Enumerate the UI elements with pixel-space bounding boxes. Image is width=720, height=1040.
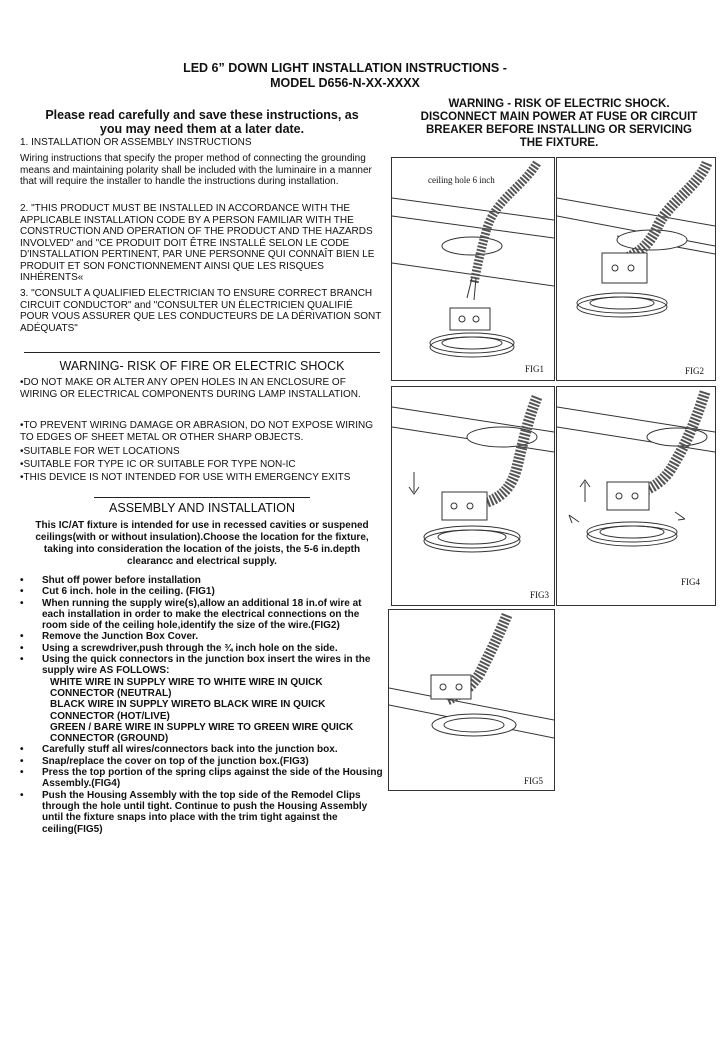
fig2-illustration: [557, 158, 715, 380]
steps-list: [20, 575, 384, 835]
item1-text: Wiring instructions that specify the proper method of connecting the grounding means and maintaining polarity shall be included with the luminaire in a manner that will require the installer to handle the instructions during installation.: [20, 153, 372, 187]
fig1-label: FIG1: [525, 364, 545, 374]
shock-warning-line-4: THE FIXTURE.: [519, 137, 599, 149]
step-item: • Carefully stuff all wires/connectors back into the junction box.: [20, 744, 384, 755]
please-read-note: [20, 108, 384, 136]
fig2-label: FIG2: [685, 366, 705, 376]
divider: [94, 497, 310, 498]
assembly-intro: This IC/AT fixture is intended for use in recessed cavities or suspened ceilings(with or without insulation).Choose the location for the fixture, taking into consideration the location of the joists, the 5-6 in.depth clearancc and electrical supply.: [35, 520, 369, 567]
shock-warning-line-3: BREAKER BEFORE INSTALLING OR SERVICING: [425, 124, 692, 136]
wire-instruction: GREEN / BARE WIRE IN SUPPLY WIRE TO GREEN WIRE QUICK CONNECTOR (GROUND): [50, 721, 354, 745]
fire-warning-bullet: •DO NOT MAKE OR ALTER ANY OPEN HOLES IN AN ENCLOSURE OF WIRING OR ELECTRICAL COMPONENTS DURING LAMP INSTALLATION.: [20, 377, 361, 400]
fig4-label: FIG4: [681, 577, 701, 587]
step-item: • Snap/replace the cover on top of the junction box.(FIG3): [20, 756, 384, 767]
ceiling-hole-note: ceiling hole 6 inch: [428, 175, 495, 185]
fire-warning-bullet: •TO PREVENT WIRING DAMAGE OR ABRASION, DO NOT EXPOSE WIRING TO EDGES OF SHEET METAL OR OTHER SHARP OBJECTS.: [20, 420, 373, 443]
step-item: • Using the quick connectors in the junction box insert the wires in the supply wire AS FOLLOWS:: [20, 654, 384, 677]
shock-warning-line-2: DISCONNECT MAIN POWER AT FUSE OR CIRCUIT: [420, 111, 698, 123]
fire-warning-bullet: •SUITABLE FOR TYPE IC OR SUITABLE FOR TYPE NON-IC: [20, 459, 296, 470]
wire-instruction: WHITE WIRE IN SUPPLY WIRE TO WHITE WIRE IN QUICK CONNECTOR (NEUTRAL): [50, 676, 323, 699]
figure-1: [391, 157, 555, 381]
item3-text: 3. "CONSULT A QUALIFIED ELECTRICIAN TO ENSURE CORRECT BRANCH CIRCUIT CONDUCTOR" and "CONSULTER UN ÉLECTRICIEN QUALIFIÉ POUR VOUS ASSURER QUE LES CONDUCTEURS DE LA DÉRIVATION SONT ADÉQUATS": [20, 288, 382, 334]
shock-warning-line-1: WARNING - RISK OF ELECTRIC SHOCK.: [448, 98, 670, 110]
figure-4: [556, 386, 716, 606]
step-item: • Remove the Junction Box Cover.: [20, 631, 384, 642]
assembly-heading: ASSEMBLY AND INSTALLATION: [109, 501, 295, 515]
please-line-1: Please read carefully and save these instructions, as: [45, 108, 359, 122]
fig3-label: FIG3: [530, 590, 550, 600]
title-line-2: MODEL D656-N-XX-XXXX: [270, 76, 420, 90]
step-item: • When running the supply wire(s),allow an additional 18 in.of wire at each installation in order to make the electrical connections on the room side of the ceiling hole,identify the size of the wire.(FIG2): [20, 598, 384, 632]
wire-instruction: BLACK WIRE IN SUPPLY WIRETO BLACK WIRE IN QUICK CONNECTOR (HOT/LIVE): [50, 699, 326, 722]
figure-2: [556, 157, 716, 381]
item2-text: 2. "THIS PRODUCT MUST BE INSTALLED IN ACCORDANCE WITH THE APPLICABLE INSTALLATION CODE BY A PERSON FAMILIAR WITH THE CONSTRUCTION AND OPERATION OF THE PRODUCT AND THE HAZARDS INVOLVED" and "CE PRODUIT DOIT ÊTRE INSTALLÉ SELON LE CODE D'INSTALLATION PERTINENT, PAR UNE PERSONNE QUI CONNAÎT BIEN LE PRODUIT ET SON FONCTIONNEMENT AINSI QUE LES RISQUES INHÉRENTS«: [20, 203, 375, 283]
fig3-illustration: [392, 387, 554, 605]
figure-3: [391, 386, 555, 606]
figure-5: [388, 609, 555, 791]
item1-title: 1. INSTALLATION OR ASSEMBLY INSTRUCTIONS: [20, 137, 252, 148]
step-item: • Cut 6 inch. hole in the ceiling. (FIG1): [20, 586, 384, 597]
document-title: [0, 61, 690, 91]
step-item: • Press the top portion of the spring clips against the side of the Housing Assembly.(FIG4): [20, 767, 384, 790]
fig5-label: FIG5: [524, 776, 544, 786]
divider: [24, 352, 380, 353]
fig4-illustration: [557, 387, 715, 605]
please-line-2: you may need them at a later date.: [99, 122, 305, 136]
fire-warning-bullet: •THIS DEVICE IS NOT INTENDED FOR USE WITH EMERGENCY EXITS: [20, 472, 351, 483]
fire-warning-heading: WARNING- RISK OF FIRE OR ELECTRIC SHOCK: [59, 359, 345, 373]
step-item: • Shut off power before installation: [20, 575, 384, 586]
step-item: • Using a screwdriver,push through the ¾ inch hole on the side.: [20, 643, 384, 654]
title-line-1: LED 6” DOWN LIGHT INSTALLATION INSTRUCTIONS -: [183, 61, 507, 75]
fig1-illustration: [392, 158, 554, 380]
step-item: • Push the Housing Assembly with the top side of the Remodel Clips through the hole until tight. Continue to push the Housing Assembly until the fixture snaps into place with the trim tight against the ceiling(FIG5): [20, 790, 384, 835]
fig5-illustration: [389, 610, 554, 790]
shock-warning: [398, 98, 720, 150]
fire-warning-bullet: •SUITABLE FOR WET LOCATIONS: [20, 446, 180, 457]
